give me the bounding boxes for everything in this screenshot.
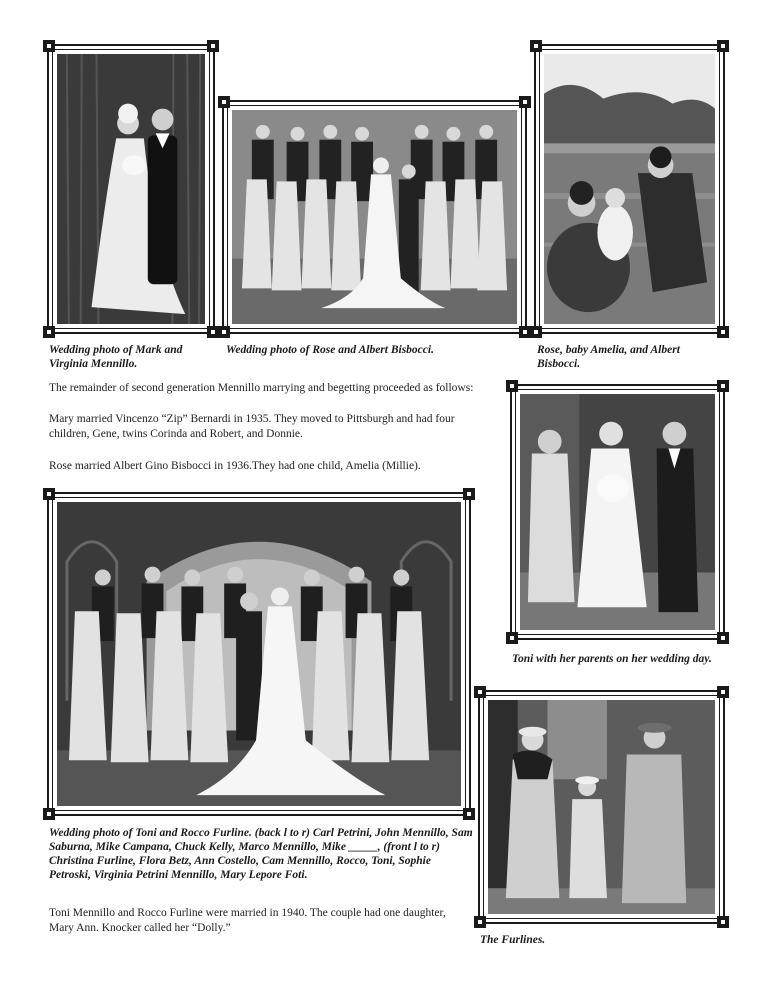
- caption-rose-amelia-albert: Rose, baby Amelia, and Albert Bisbocci.: [537, 344, 680, 370]
- photo-rose-albert: [232, 110, 517, 324]
- photo-rose-amelia-albert: [544, 54, 715, 324]
- frame-corner-ornament: [463, 808, 475, 820]
- paragraph-toni: Toni Mennillo and Rocco Furline were married in 1940. The couple had one daughter, Mary Ann. Knocker called her “Dolly.”: [49, 907, 446, 934]
- photo-toni-parents: [520, 394, 715, 630]
- frame-corner-ornament: [717, 326, 729, 338]
- frame-corner-ornament: [218, 326, 230, 338]
- photo-frame-furlines: [478, 690, 725, 924]
- frame-corner-ornament: [43, 808, 55, 820]
- caption-furlines: The Furlines.: [480, 934, 546, 946]
- paragraph-mary: Mary married Vincenzo “Zip” Bernardi in 1935. They moved to Pittsburgh and had four children, Gene, twins Corinda and Robert, and Donnie.: [49, 413, 455, 440]
- frame-corner-ornament: [717, 40, 729, 52]
- frame-corner-ornament: [43, 40, 55, 52]
- frame-corner-ornament: [717, 916, 729, 928]
- caption-toni-parents: Toni with her parents on her wedding day.: [512, 653, 712, 665]
- frame-corner-ornament: [530, 40, 542, 52]
- photo-frame-rose-amelia-albert: [534, 44, 725, 334]
- frame-corner-ornament: [530, 326, 542, 338]
- frame-corner-ornament: [717, 632, 729, 644]
- photo-furlines: [488, 700, 715, 914]
- frame-corner-ornament: [506, 380, 518, 392]
- photo-frame-toni-parents: [510, 384, 725, 640]
- frame-corner-ornament: [43, 488, 55, 500]
- frame-corner-ornament: [463, 488, 475, 500]
- frame-corner-ornament: [717, 686, 729, 698]
- frame-corner-ornament: [717, 380, 729, 392]
- photo-frame-toni-rocco: [47, 492, 471, 816]
- photo-toni-rocco: [57, 502, 461, 806]
- paragraph-intro: The remainder of second generation Mennillo marrying and begetting proceeded as follows:: [49, 382, 474, 394]
- frame-corner-ornament: [506, 632, 518, 644]
- caption-rose-albert: Wedding photo of Rose and Albert Bisbocci.: [226, 344, 434, 356]
- frame-corner-ornament: [474, 916, 486, 928]
- paragraph-rose: Rose married Albert Gino Bisbocci in 1936.They had one child, Amelia (Millie).: [49, 460, 421, 472]
- caption-mark-virginia: Wedding photo of Mark and Virginia Mennillo.: [49, 344, 183, 370]
- caption-toni-rocco: Wedding photo of Toni and Rocco Furline. (back l to r) Carl Petrini, John Mennillo, Sam Saburna, Mike Campana, Chuck Kelly, Marco Mennillo, Mike _____, (front l to r) Christina Furline, Flora Betz, Ann Costello, Cam Mennillo, Rocco, Toni, Sophie Petroski, Virginia Petrini Mennillo, Mary Lepore Foti.: [49, 827, 473, 881]
- photo-frame-mark-virginia: [47, 44, 215, 334]
- frame-corner-ornament: [207, 40, 219, 52]
- frame-corner-ornament: [474, 686, 486, 698]
- frame-corner-ornament: [218, 96, 230, 108]
- photo-mark-virginia: [57, 54, 205, 324]
- photo-frame-rose-albert: [222, 100, 527, 334]
- frame-corner-ornament: [519, 96, 531, 108]
- frame-corner-ornament: [43, 326, 55, 338]
